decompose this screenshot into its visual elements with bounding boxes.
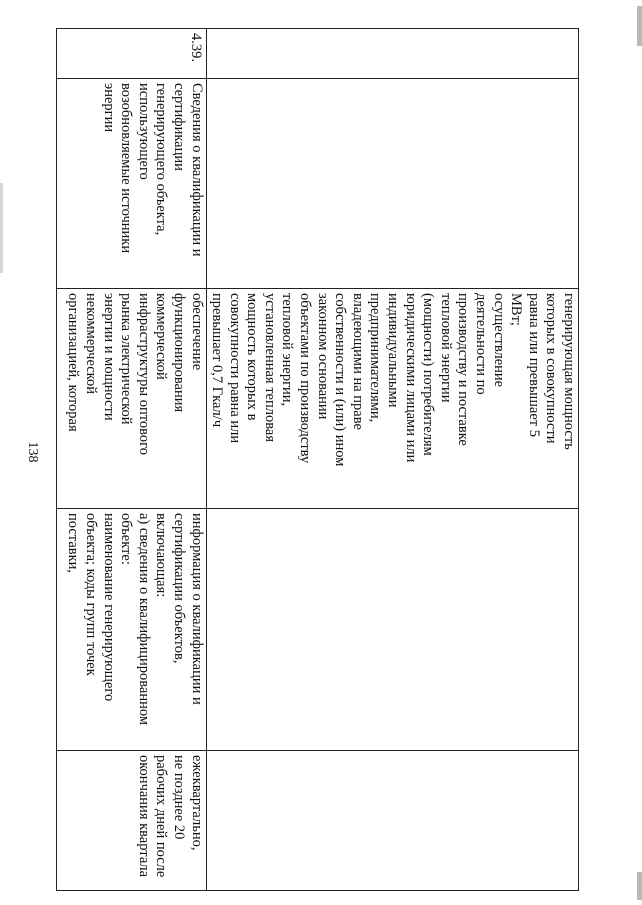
item-composition: информация о квалификации и сертификации объектов, включающая: а) сведения о квалифицированном объекте: наименование генерирующего объекта; коды групп точек поставки, [65,513,205,726]
item-content: генерирующая мощность которых в совокупности равна или превышает 5 МВт; осуществление деятельности по производству и поставке тепловой энергии (мощности) потребителям юридическими лицами или индивидуальными предпринимателями, владеющими на праве собственности и (или) ином законном основании объектами по производству тепловой энергии, установленная тепловая мощность которых в совокупности равна или превышает 0,7 Гкал/ч [209,293,577,467]
item-composition-cell [56,509,206,751]
item-period-cell [206,751,578,891]
scan-edge-mark-top [637,6,642,46]
page-number: 138 [25,441,40,463]
row-number-cell [206,29,578,79]
rotated-table [65,28,579,890]
table-row [206,29,578,891]
row-number: 4.39. [187,33,204,62]
item-period-cell [56,751,206,891]
item-name-cell [56,79,206,289]
item-content: обеспечение функционирования коммерческой инфраструктуры оптового рынка электрической энергии и мощности некоммерческой организацией, которая [65,293,205,455]
rotated-table-frame [65,28,579,890]
scan-edge-mark-bottom [637,872,642,900]
item-name-cell [206,79,578,289]
data-table [56,28,579,891]
scan-edge-mark-left [0,183,3,273]
item-name: Сведения о квалификации и сертификации генерирующего объекта, использующего возобновляемые источники энергии [100,83,205,257]
item-content-cell [206,289,578,509]
item-period: ежеквартально, не позднее 20 рабочих дней после окончания квартала [135,755,205,878]
row-number-cell [56,29,206,79]
table-row [56,29,206,891]
item-composition-cell [206,509,578,751]
item-content-cell [56,289,206,509]
